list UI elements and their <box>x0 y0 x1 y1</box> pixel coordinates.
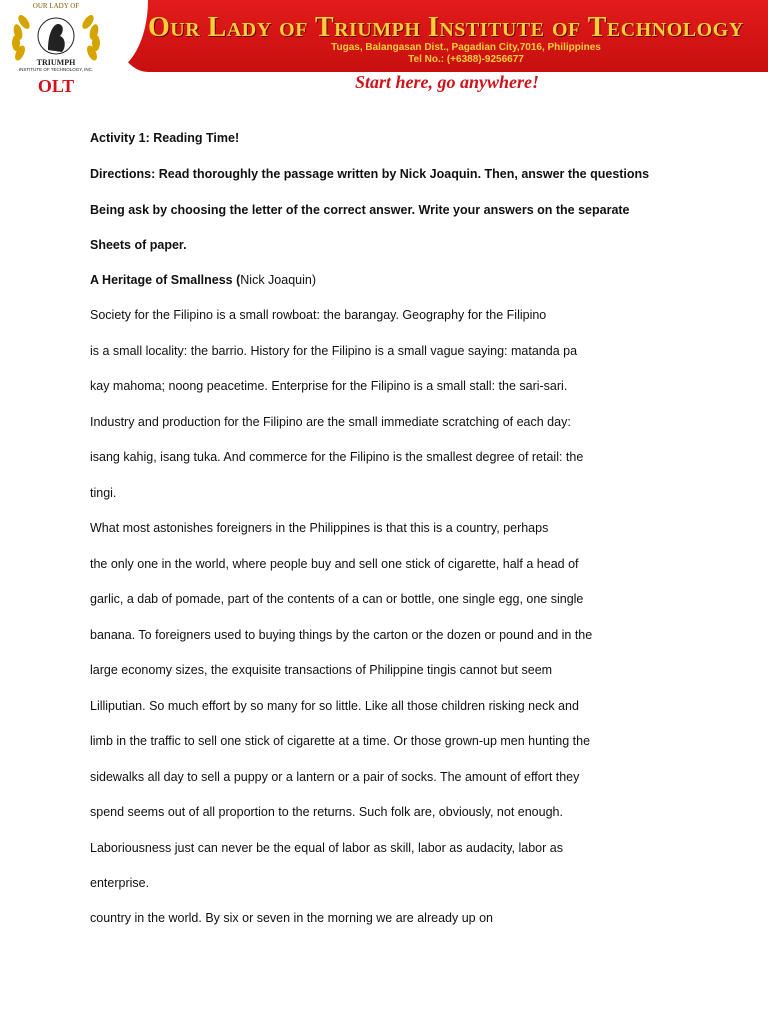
trailing-line: country in the world. By six or seven in the morning we are already up on <box>90 911 493 925</box>
passage-title-text: A Heritage of Smallness ( <box>90 273 241 287</box>
paragraph-line: What most astonishes foreigners in the Philippines is that this is a country, perhaps <box>90 521 549 535</box>
logo-institute-text: INSTITUTE OF TECHNOLOGY, INC. <box>18 67 94 72</box>
passage-author: Nick Joaquin) <box>240 273 317 287</box>
school-name: Our Lady of Triumph Institute of Technology <box>148 12 744 43</box>
paragraph-line: garlic, a dab of pomade, part of the contents of a can or bottle, one single egg, one single <box>90 592 584 606</box>
directions-line: Directions: Read thoroughly the passage written by Nick Joaquin. Then, answer the questions <box>90 167 650 181</box>
paragraph-line: sidewalks all day to sell a puppy or a lantern or a pair of socks. The amount of effort they <box>90 770 580 784</box>
school-telephone: Tel No.: (+6388)-9256677 <box>408 54 524 65</box>
paragraph-line: enterprise. <box>90 876 150 890</box>
logo-olt-text: OLT <box>37 76 75 96</box>
directions-line: Sheets of paper. <box>90 238 187 252</box>
passage-title <box>90 270 316 290</box>
paragraph-line: isang kahig, isang tuka. And commerce for the Filipino is the smallest degree of retail: the <box>90 450 584 464</box>
directions-line: Being ask by choosing the letter of the correct answer. Write your answers on the separate <box>90 203 630 217</box>
paragraph-line: the only one in the world, where people buy and sell one stick of cigarette, half a head of <box>90 557 579 571</box>
paragraph-line: tingi. <box>90 486 117 500</box>
paragraph-line: Industry and production for the Filipino are the small immediate scratching of each day: <box>90 415 571 429</box>
logo-top-text: OUR LADY OF <box>32 2 80 10</box>
letterhead <box>0 0 768 100</box>
paragraph-line: Lilliputian. So much effort by so many for so little. Like all those children risking neck and <box>90 699 579 713</box>
activity-title: Activity 1: Reading Time! <box>90 131 240 145</box>
paragraph-line: is a small locality: the barrio. History for the Filipino is a small vague saying: matanda pa <box>90 344 578 358</box>
school-slogan: Start here, go anywhere! <box>355 72 540 92</box>
school-logo <box>4 2 108 96</box>
paragraph-line: kay mahoma; noong peacetime. Enterprise for the Filipino is a small stall: the sari-sari. <box>90 379 568 393</box>
paragraph-line: banana. To foreigners used to buying things by the carton or the dozen or pound and in the <box>90 628 593 642</box>
paragraph-line: Society for the Filipino is a small rowboat: the barangay. Geography for the Filipino <box>90 308 547 322</box>
logo-triumph-text: TRIUMPH <box>36 58 76 67</box>
paragraph-line: Laboriousness just can never be the equal of labor as skill, labor as audacity, labor as <box>90 841 563 855</box>
school-address: Tugas, Balangasan Dist., Pagadian City,7016, Philippines <box>331 42 601 53</box>
paragraph-line: spend seems out of all proportion to the returns. Such folk are, obviously, not enough. <box>90 805 563 819</box>
paragraph-line: large economy sizes, the exquisite transactions of Philippine tingis cannot but seem <box>90 663 553 677</box>
paragraph-line: limb in the traffic to sell one stick of cigarette at a time. Or those grown-up men hunting the <box>90 734 591 748</box>
